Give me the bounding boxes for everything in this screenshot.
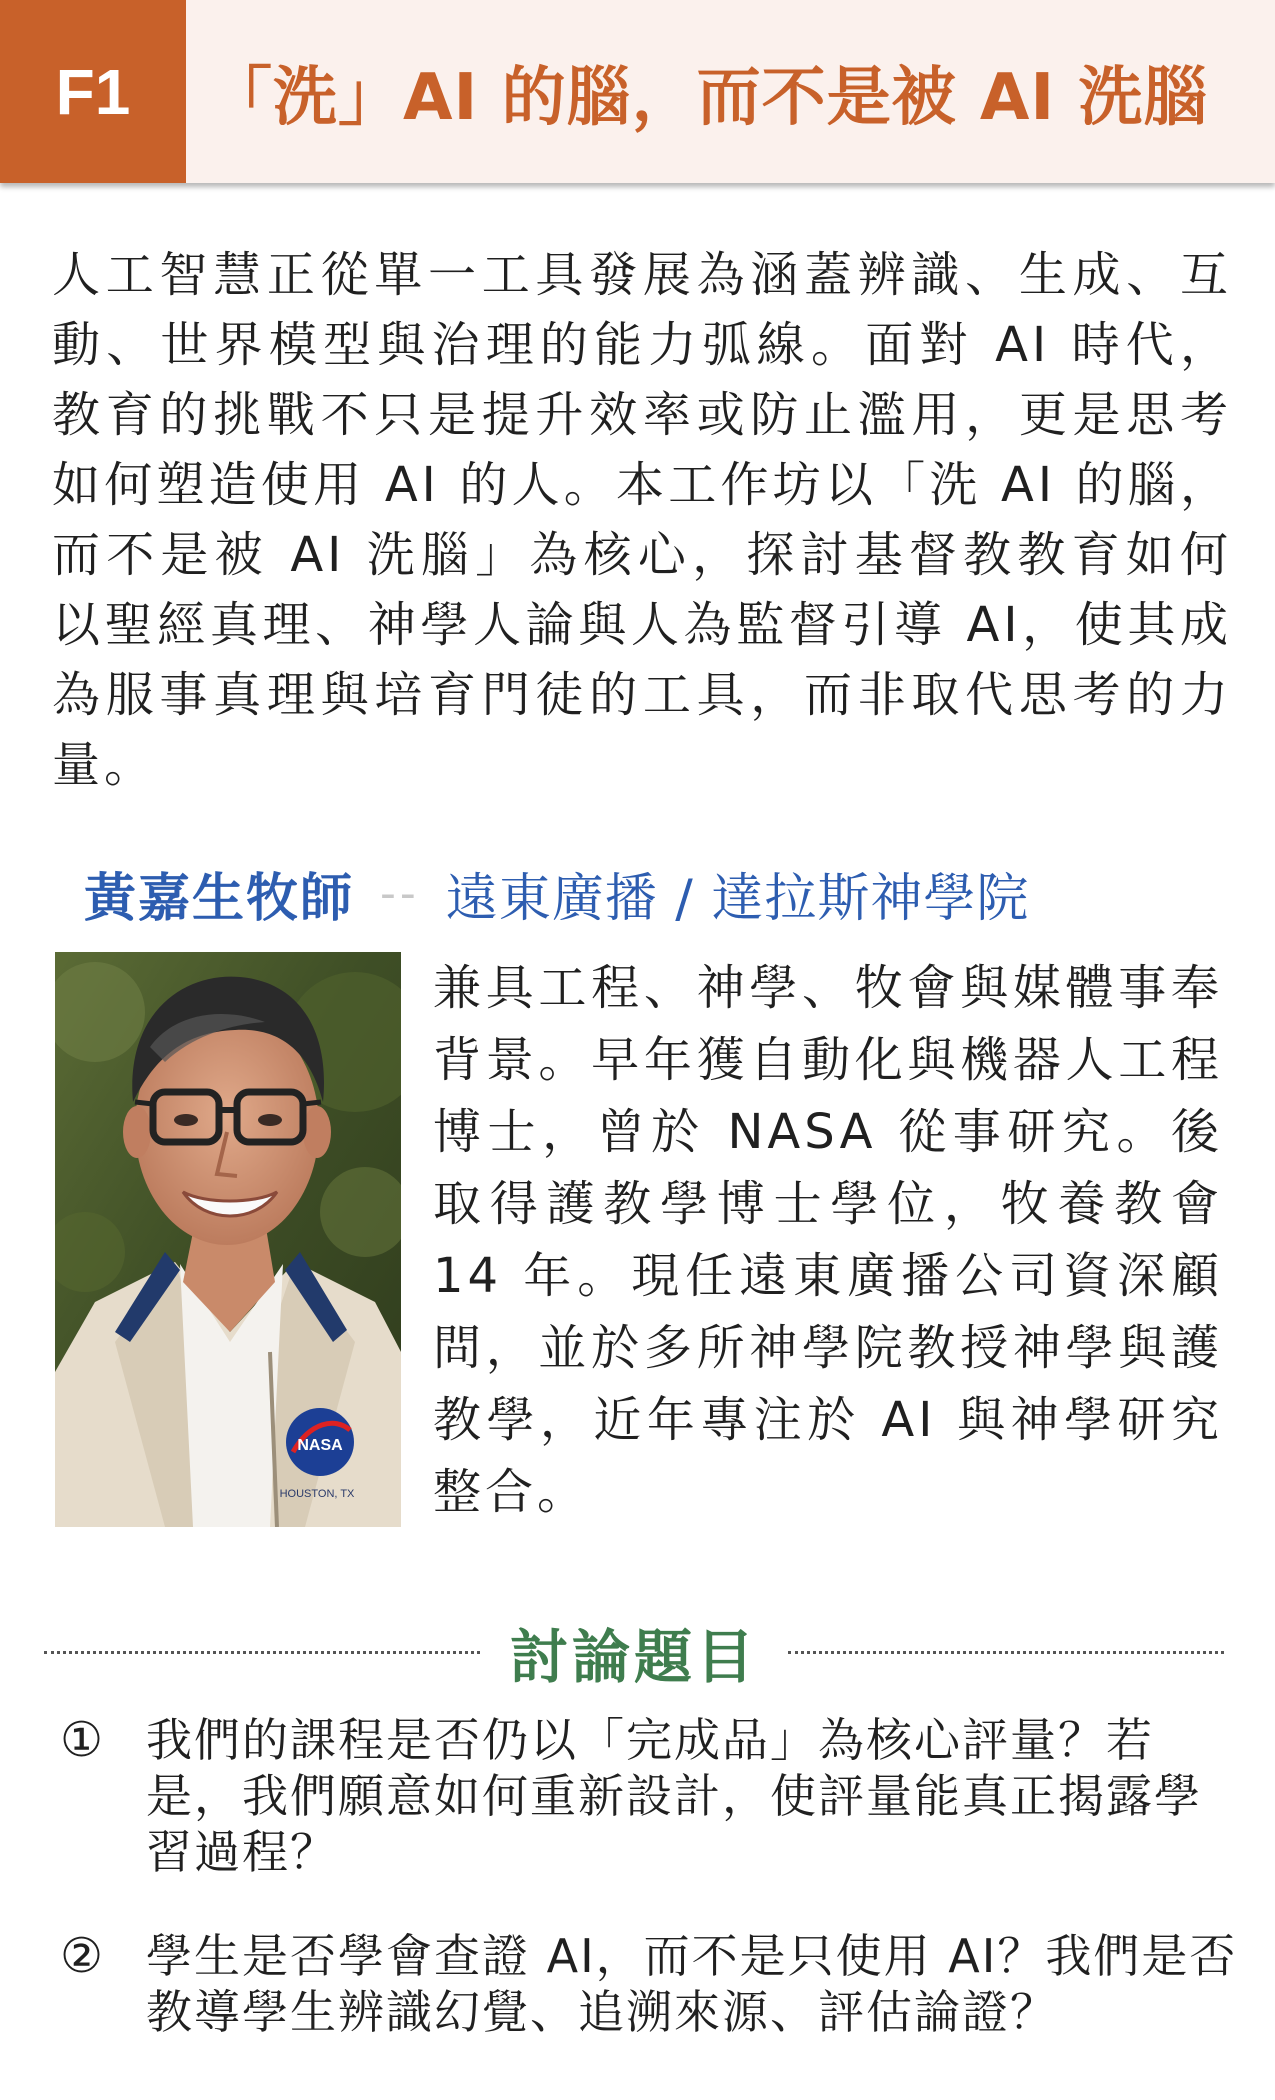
dotted-divider-right bbox=[788, 1651, 1224, 1654]
question-number: ② bbox=[60, 1928, 104, 1984]
question-text: 學生是否學會查證 AI，而不是只使用 AI？我們是否教導學生辨識幻覺、追溯來源、評估論證？ bbox=[146, 1929, 1238, 2039]
jacket-city-text: HOUSTON, TX bbox=[279, 1488, 355, 1500]
dotted-divider-left bbox=[44, 1651, 480, 1654]
speaker-separator: -- bbox=[380, 867, 420, 919]
nasa-logo-text: NASA bbox=[297, 1437, 343, 1454]
speaker-affiliation: 遠東廣播 / 達拉斯神學院 bbox=[445, 868, 1030, 929]
question-text: 我們的課程是否仍以「完成品」為核心評量？若是，我們願意如何重新設計，使評量能真正揭露學習過程？ bbox=[146, 1713, 1202, 1879]
discussion-title: 討論題目 bbox=[510, 1623, 759, 1691]
question-number: ① bbox=[60, 1712, 104, 1768]
discussion-heading bbox=[44, 1612, 1224, 1692]
speaker-photo bbox=[55, 952, 401, 1527]
question-item bbox=[60, 1712, 1240, 1880]
speaker-name: 黃嘉生牧師 bbox=[84, 868, 355, 929]
intro-paragraph: 人工智慧正從單一工具發展為涵蓋辨識、生成、互動、世界模型與治理的能力弧線。面對 AI 時代，教育的挑戰不只是提升效率或防止濫用，更是思考如何塑造使用 AI 的人。本工作坊以「洗 AI 的腦，而不是被 AI 洗腦」為核心，探討基督教教育如何以聖經真理、神學人論與人為監督引導 AI，使其成為服事真理與培育門徒的工具，而非取代思考的力量。 bbox=[52, 247, 1232, 793]
discussion-questions bbox=[60, 1712, 1240, 2088]
page-title: 「洗」AI 的腦，而不是被 AI 洗腦 bbox=[208, 60, 1209, 135]
header-banner bbox=[0, 0, 1275, 183]
speaker-portrait-illustration bbox=[55, 952, 401, 1527]
session-badge: F1 bbox=[0, 0, 186, 183]
question-item bbox=[60, 1928, 1240, 2040]
speaker-heading bbox=[84, 858, 1029, 928]
speaker-bio: 兼具工程、神學、牧會與媒體事奉背景。早年獲自動化與機器人工程博士，曾於 NASA 從事研究。後取得護教學博士學位，牧養教會 14 年。現任遠東廣播公司資深顧問，並於多所神學院教授神學與護教學，近年專注於 AI 與神學研究整合。 bbox=[433, 960, 1223, 1520]
